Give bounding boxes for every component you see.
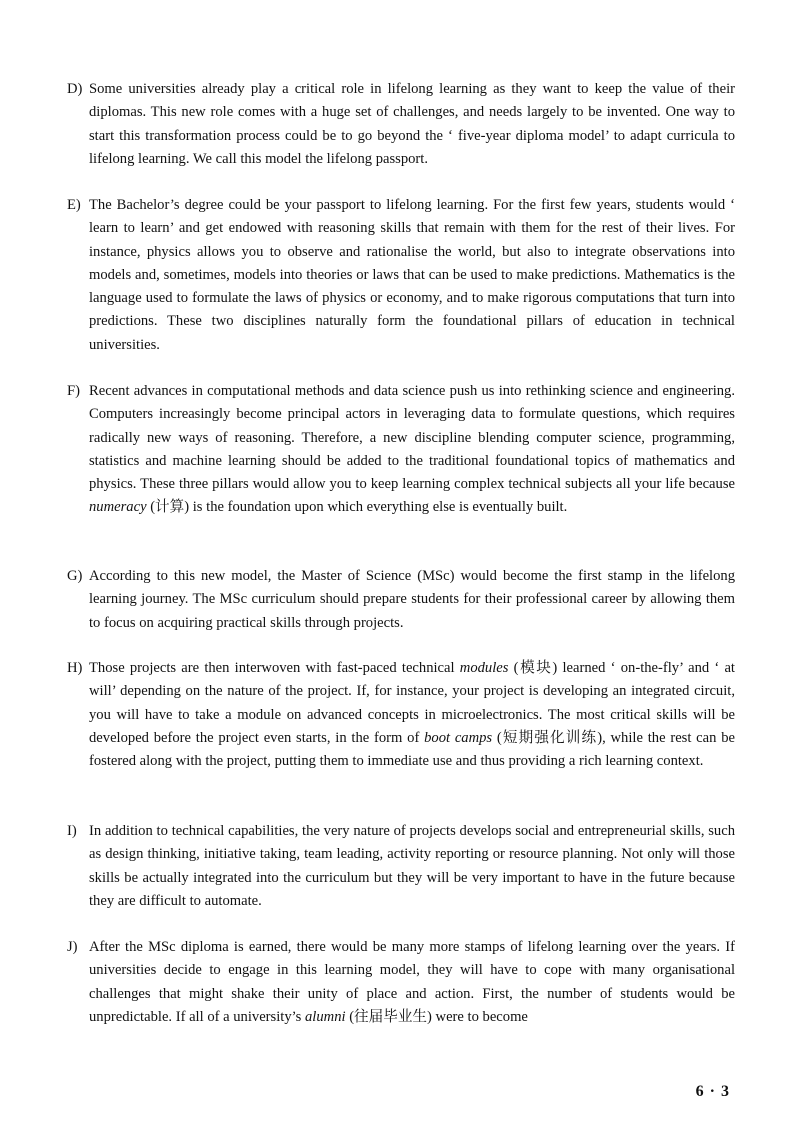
paragraph-text: After the MSc diploma is earned, there would be many more stamps of lifelong learning over the years. If universities decide to engage in this learning model, they will have to cope with many organisational challenges that might shake their unity of place and action. First, the number of students would be unpredictable. If all of a university’s alumni (往届毕业生) were to become: [89, 939, 735, 1025]
paragraph-f: [67, 380, 735, 520]
page-number: 6 · 3: [695, 1083, 730, 1100]
paragraph-label: D): [67, 81, 83, 97]
paragraph-label: H): [67, 660, 83, 676]
paragraph-e: [67, 194, 735, 357]
paragraph-label: I): [67, 823, 77, 839]
paragraph-text: Those projects are then interwoven with fast-paced technical modules (模块) learned ‘ on-the-fly’ and ‘ at will’ depending on the nature of the project. If, for instance, your project is developing an integrated circuit, you will have to take a module on advanced concepts in microelectronics. The most critical skills will be developed before the project even starts, in the form of boot camps (短期强化训练), while the rest can be fostered along with the project, putting them to immediate use and thus providing a rich learning context.: [89, 660, 735, 770]
paragraph-text: The Bachelor’s degree could be your passport to lifelong learning. For the first few years, students would ‘ learn to learn’ and get endowed with reasoning skills that remain with them for the rest of their lives. For instance, physics allows you to observe and rationalise the world, but also to integrate observations into models and, sometimes, models into theories or laws that can be used to make predictions. Mathematics is the language used to formulate the laws of physics or economy, and to make rigorous computations that turn into predictions. These two disciplines naturally form the foundational pillars of education in technical universities.: [89, 197, 735, 353]
paragraph-d: [67, 78, 735, 171]
paragraph-j: [67, 936, 735, 1029]
paragraph-label: J): [67, 939, 78, 955]
paragraph-label: G): [67, 568, 83, 584]
paragraph-g: [67, 565, 735, 635]
paragraph-text: In addition to technical capabilities, the very nature of projects develops social and entrepreneurial skills, such as design thinking, initiative taking, team leading, activity reporting or resource planning. Not only will those skills be actually integrated into the curriculum but they will be very important to have in the future because they are difficult to automate.: [89, 823, 735, 909]
paragraph-text: Recent advances in computational methods and data science push us into rethinking science and engineering. Computers increasingly become principal actors in leveraging data to formulate questions, which requires radically new ways of reasoning. Therefore, a new discipline blending computer science, programming, statistics and machine learning should be added to the traditional foundational topics of mathematics and physics. These three pillars would allow you to keep learning complex technical subjects all your life because numeracy (计算) is the foundation upon which everything else is eventually built.: [89, 383, 735, 516]
paragraph-h: [67, 657, 735, 773]
paragraph-text: According to this new model, the Master of Science (MSc) would become the first stamp in the lifelong learning journey. The MSc curriculum should prepare students for their professional career by allowing them to focus on acquiring practical skills through projects.: [89, 568, 735, 631]
paragraph-i: [67, 820, 735, 913]
paragraph-label: F): [67, 383, 80, 399]
paragraph-text: Some universities already play a critical role in lifelong learning as they want to keep the value of their diplomas. This new role comes with a huge set of challenges, and needs largely to be invented. One way to start this transformation process could be to go beyond the ‘ five-year diploma model’ to adapt curricula to lifelong learning. We call this model the lifelong passport.: [89, 81, 735, 167]
paragraph-label: E): [67, 197, 81, 213]
